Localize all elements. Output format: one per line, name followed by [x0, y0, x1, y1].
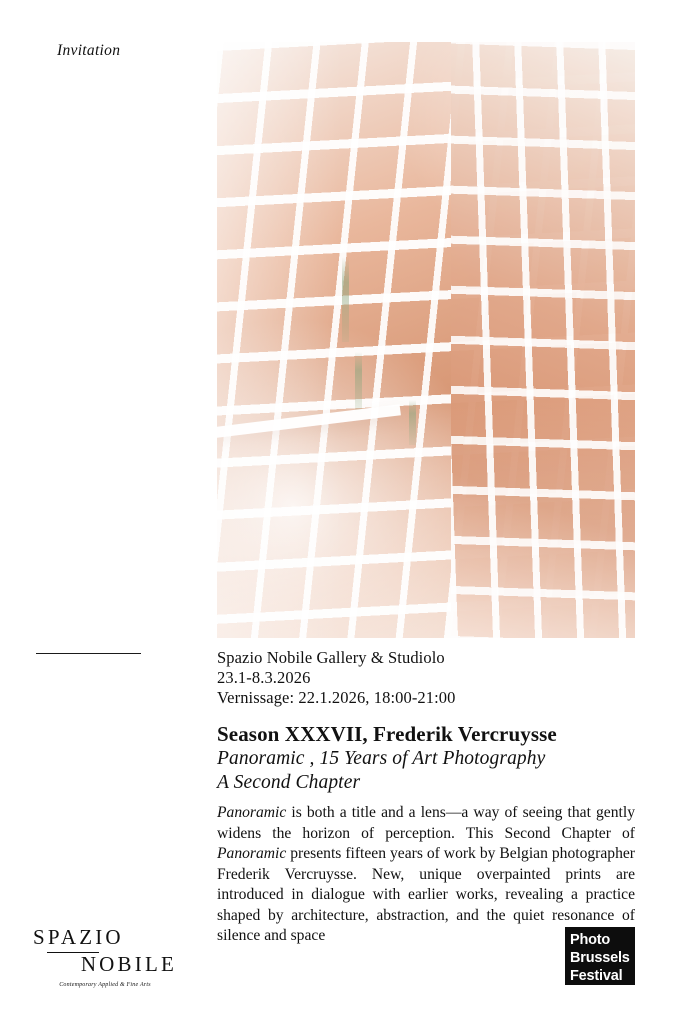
- body-italic-run: Panoramic: [217, 804, 287, 821]
- left-divider-rule: [36, 653, 141, 654]
- photo-green-drip-1: [342, 257, 349, 342]
- exhibition-dates: 23.1-8.3.2026: [217, 668, 311, 687]
- photo-brussels-festival-badge: [565, 927, 635, 985]
- venue-name: Spazio Nobile Gallery & Studiolo: [217, 648, 445, 667]
- photo-bottom-haze: [217, 400, 635, 638]
- exhibition-text-block: [217, 648, 635, 947]
- vernissage-info: Vernissage: 22.1.2026, 18:00-21:00: [217, 688, 456, 707]
- logo-line-nobile: NOBILE: [80, 952, 177, 976]
- exhibition-body-text: [217, 803, 635, 947]
- badge-line-brussels: Brussels: [570, 950, 630, 966]
- badge-line-festival: Festival: [570, 968, 623, 984]
- badge-line-photo: Photo: [570, 932, 611, 948]
- logo-tagline: Contemporary Applied & Fine Arts: [59, 982, 151, 988]
- logo-line-spazio: SPAZIO: [33, 925, 124, 949]
- body-text-run: presents fifteen years of work by Belgian photographer Frederik Vercruysse. New, unique overpainted prints are introduced in dialogue with earlier works, revealing a practice shaped by architecture, abstraction, and the quiet resonance of silence and space: [217, 845, 635, 944]
- season-title: Season XXXVII, Frederik Vercruysse: [217, 722, 557, 746]
- invitation-label: Invitation: [57, 42, 121, 59]
- body-italic-run: Panoramic: [217, 845, 287, 862]
- exhibition-subtitle-line-1: Panoramic , 15 Years of Art Photography: [217, 748, 546, 769]
- body-text-run: is both a title and a lens—a way of seeing that gently widens the horizon of perception. This Second Chapter of: [217, 804, 635, 842]
- facade-photograph: [217, 42, 635, 638]
- spazio-nobile-logo: [31, 925, 179, 988]
- exhibition-subtitle-line-2: A Second Chapter: [217, 772, 361, 793]
